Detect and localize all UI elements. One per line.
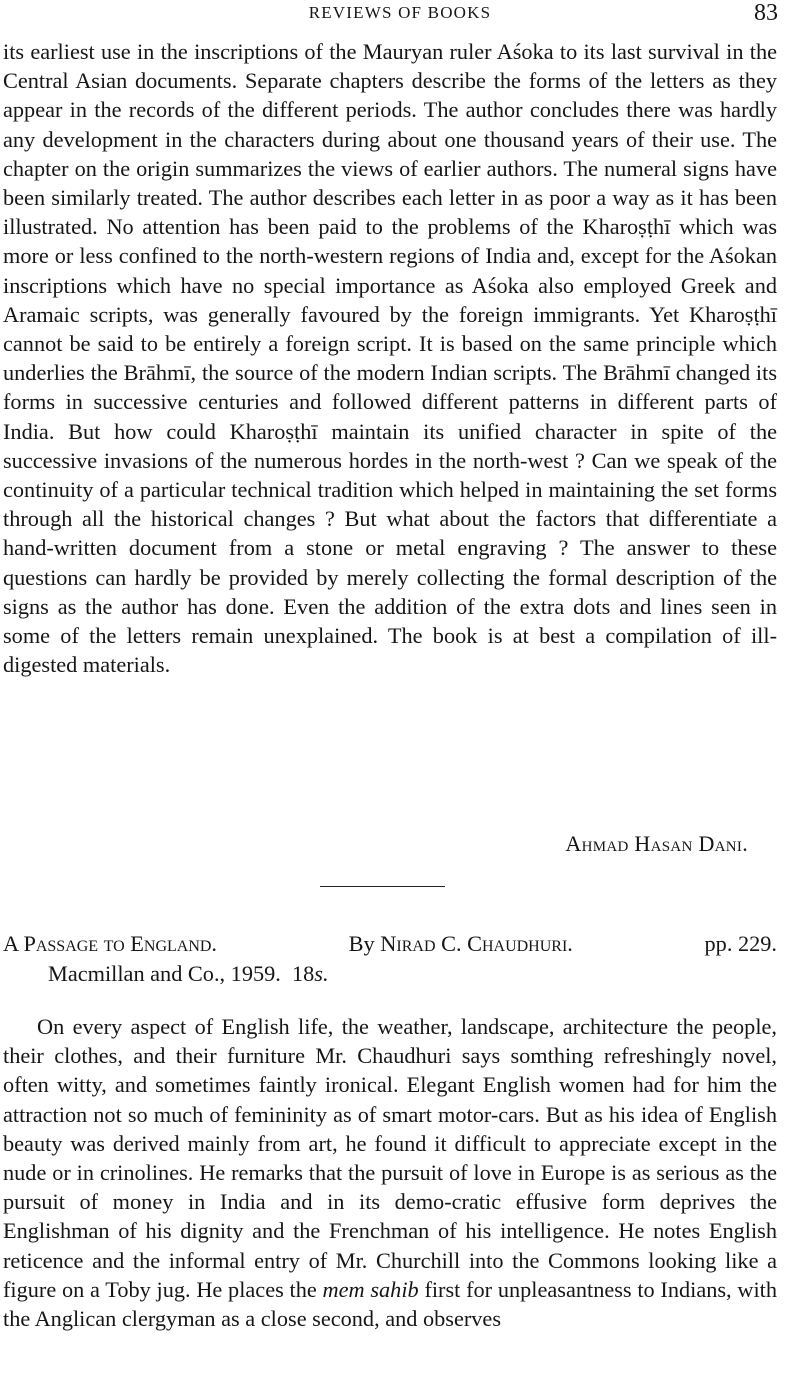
book-title: A Passage to England. bbox=[3, 931, 218, 956]
page-header bbox=[0, 0, 800, 30]
book-citation bbox=[3, 929, 777, 988]
book-author: Nirad C. Chaudhuri. bbox=[380, 931, 573, 956]
book-publisher: Macmillan and Co., 1959. bbox=[48, 960, 281, 986]
reviewer-signature: Ahmad Hasan Dani. bbox=[565, 831, 748, 856]
book-author-group bbox=[349, 929, 573, 959]
running-head: REVIEWS OF BOOKS bbox=[308, 3, 492, 22]
book-pages: pp. 229. bbox=[704, 931, 777, 956]
citation-line-1 bbox=[3, 929, 777, 959]
author-prefix: By bbox=[348, 931, 375, 956]
review-paragraph-2: On every aspect of English life, the weather, landscape, architecture the people, their clothes, and their furniture Mr. Chaudhuri says somthing refreshingly novel, often witty, and sometimes faintly ironical. Elegant English women had for him the attraction not so much of femininity as of smart motor-cars. But as his idea of English beauty was derived mainly from art, he found it difficult to appreciate except in the nude or in crinolines. He remarks that the pursuit of love in Europe is as serious as the pursuit of money in India and in its demo-cratic effusive form deprives the Englishman of his dignity and the Frenchman of his intelligence. He notes English reticence and the informal entry of Mr. Churchill into the Commons looking like a figure on a Toby jug. He places the mem sahib first for unpleasantness to Indians, with the Anglican clergyman as a close second, and observes bbox=[3, 1014, 778, 1332]
section-divider bbox=[320, 886, 445, 887]
book-price: 18s. bbox=[292, 960, 329, 986]
review-paragraph: its earliest use in the inscriptions of the Mauryan ruler Aśoka to its last survival in the Central Asian documents. Separate chapters describe the forms of the letters as they appear in the records of the different periods. The author concludes there was hardly any development in the characters during about one thousand years of their use. The chapter on the origin summarizes the views of earlier authors. The numeral signs have been similarly treated. The author describes each letter in as poor a way as it has been illustrated. No attention has been paid to the problems of the Kharoṣṭhī which was more or less confined to the north-western regions of India and, except for the Aśokan inscriptions which have no special importance as Aśoka also employed Greek and Aramaic scripts, was generally favoured by the foreign immigrants. Yet Kharoṣṭhī cannot be said to be entirely a foreign script. It is based on the same principle which underlies the Brāhmī, the source of the modern Indian scripts. The Brāhmī changed its forms in successive centuries and followed different patterns in different parts of India. But how could Kharoṣṭhī maintain its unified character in spite of the successive invasions of the numerous hordes in the north-west ? Can we speak of the continuity of a particular technical tradition which helped in maintaining the set forms through all the historical changes ? But what about the factors that differentiate a hand-written document from a stone or metal engraving ? The answer to these questions can hardly be provided by merely collecting the formal description of the signs as the author has done. Even the addition of the extra dots and lines seen in some of the letters remain unexplained. The book is at best a compilation of ill-digested materials. bbox=[3, 39, 777, 678]
page-number: 83 bbox=[754, 0, 778, 26]
italic-term: mem sahib bbox=[322, 1276, 419, 1302]
citation-line-2 bbox=[3, 959, 777, 989]
